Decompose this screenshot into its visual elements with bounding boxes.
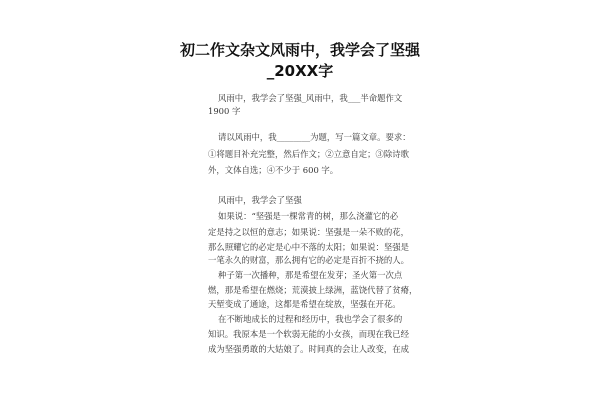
body-line: 那么照耀它的必定是心中不落的太阳；如果说：坚强是 — [208, 242, 409, 252]
body-line: 如果说：“坚强是一棵常青的树，那么浇灌它的必 — [218, 211, 399, 221]
document-title-line2: _20XX字 — [266, 62, 334, 80]
body-line: 外，文体自选；④不少于 600 字。 — [208, 165, 339, 175]
section-heading: 风雨中，我学会了坚强 — [218, 195, 302, 205]
body-line: 知识。我原本是一个软弱无能的小女孩，而现在我已经 — [208, 329, 409, 339]
body-line: 风雨中，我学会了坚强_风雨中，我___半命题作文 — [218, 93, 403, 103]
document-title-line1: 初二作文杂文风雨中，我学会了坚强 — [179, 41, 420, 59]
body-line: 燃，那是希望在燃烧；荒漠披上绿洲，蓝饶代替了贫瘠， — [208, 285, 418, 295]
body-line: ①将题目补充完整，然后作文；②立意自定；③除诗歌 — [208, 149, 409, 159]
body-line: 定是持之以恒的意志；如果说：坚强是一朵不败的花， — [208, 227, 409, 237]
body-line: 请以风雨中，我________为题，写一篇文章。要求： — [218, 132, 411, 142]
body-line: 一笔永久的财富，那么拥有它的必定是百折不挠的人。 — [208, 255, 409, 265]
body-line: 天堑变成了通途，这都是希望在绽放，坚强在开花。 — [208, 299, 401, 309]
body-line: 1900 字 — [208, 106, 241, 116]
body-line: 种子第一次播种，那是希望在发芽；圣火第一次点 — [218, 270, 403, 280]
body-line: 在不断地成长的过程和经历中，我也学会了很多的 — [218, 314, 403, 324]
body-line: 成为坚强勇敢的大姑娘了。时间真的会让人改变，在成 — [208, 344, 409, 354]
